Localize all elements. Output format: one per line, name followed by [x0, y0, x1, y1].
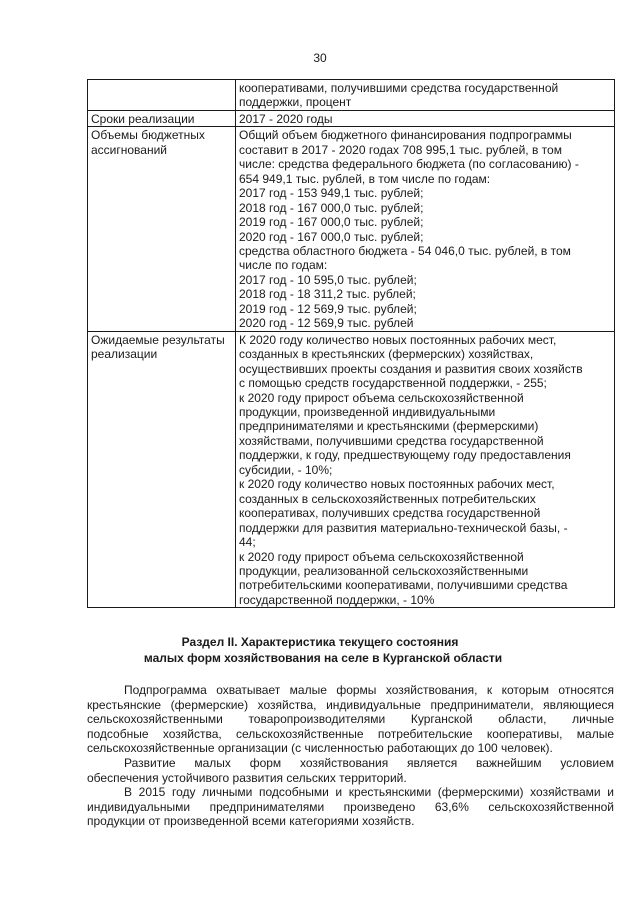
text-line: 2018 год - 18 311,2 тыс. рублей;: [239, 287, 416, 302]
text-line: продукции, реализованной сельскохозяйственными: [239, 563, 529, 578]
paragraph: [87, 756, 614, 785]
period-value: 2017 - 2020 годы: [236, 110, 615, 126]
results-value: [236, 331, 615, 608]
text-line: Подпрограмма охватывает малые формы хозяйствования, к которым относятся: [124, 683, 614, 697]
text-line: к 2020 году прирост объема сельскохозяйственной: [239, 390, 524, 405]
text-line: числе по годам:: [239, 258, 328, 273]
text-line: созданных в крестьянских (фермерских) хозяйствах,: [239, 347, 534, 362]
text-line: 654 949,1 тыс. рублей, в том числе по годам:: [239, 171, 491, 186]
body-text: [87, 683, 614, 829]
budget-value: [236, 127, 615, 331]
text-line: кооперативах, получивших средства государственной: [239, 506, 541, 521]
label-line: Ожидаемые результаты: [91, 332, 225, 347]
text-line: государственной поддержки, - 10%: [239, 592, 435, 607]
program-passport-table: [87, 79, 615, 608]
text-line: потребительскими кооперативами, получившими средства: [239, 578, 568, 593]
table-row-continuation: [88, 80, 615, 111]
text-line: 2020 год - 167 000,0 тыс. рублей;: [239, 229, 424, 244]
label-line: ассигнований: [91, 142, 168, 157]
text-line: индивидуальными предпринимателями произведено 63,6% сельскохозяйственной: [87, 799, 614, 814]
text-line: кооперативами, получившими средства государственной: [239, 81, 559, 95]
text-line: Общий объем бюджетного финансирования подпрограммы: [239, 128, 572, 143]
table-row-budget: [88, 127, 615, 331]
text-line: составит в 2017 - 2020 годах 708 995,1 тыс. рублей, в том: [239, 142, 562, 157]
text-line: 2019 год - 12 569,9 тыс. рублей;: [239, 301, 417, 316]
paragraph: [87, 683, 614, 756]
section-title-line: малых форм хозяйствования на селе в Курганской области: [143, 651, 503, 665]
continuation-value-cell: [236, 80, 615, 111]
text-line: сельскохозяйственными товаропроизводителями Курганской области, личные: [87, 712, 614, 727]
text-line: числе: средства федерального бюджета (по согласованию) -: [239, 157, 579, 172]
text-line: В 2015 году личными подсобными и крестьянскими (фермерскими) хозяйствами и: [124, 785, 614, 800]
text-line: крестьянские (фермерские) хозяйства, индивидуальные предприниматели, являющиеся: [87, 697, 614, 712]
text-line: продукции от произведенной всеми категориями хозяйств.: [87, 814, 415, 829]
text-line: субсидии, - 10%;: [239, 462, 333, 477]
text-line: поддержки, к году, предшествующему году предоставления: [239, 448, 571, 463]
text-line: с помощью средств государственной поддержки, - 255;: [239, 376, 547, 391]
label-line: реализации: [91, 347, 158, 362]
text-line: хозяйствами, получившими средства государственной: [239, 433, 544, 448]
text-line: обеспечения устойчивого развития сельских территорий.: [87, 770, 407, 785]
table-row-results: [88, 331, 615, 608]
period-label: Сроки реализации: [88, 110, 236, 126]
paragraph: [87, 785, 614, 829]
text-line: поддержки для развития материально-технической базы, -: [239, 520, 568, 535]
budget-label: [88, 127, 236, 331]
text-line: созданных в сельскохозяйственных потребительских: [239, 491, 536, 506]
text-line: 2019 год - 167 000,0 тыс. рублей;: [239, 215, 424, 230]
text-line: сельскохозяйственные организации (с численностью работающих до 100 человек).: [87, 741, 553, 756]
continuation-label-cell: [88, 80, 236, 111]
section-title-line: Раздел II. Характеристика текущего состояния: [181, 635, 459, 649]
results-label: [88, 331, 236, 608]
text-line: к 2020 году количество новых постоянных рабочих мест,: [239, 477, 555, 492]
label-line: Объемы бюджетных: [91, 128, 205, 143]
text-line: 2018 год - 167 000,0 тыс. рублей;: [239, 200, 424, 215]
text-line: поддержки, процент: [239, 95, 352, 110]
text-line: 2017 год - 153 949,1 тыс. рублей;: [239, 186, 424, 201]
text-line: К 2020 году количество новых постоянных рабочих мест,: [239, 332, 557, 347]
text-line: подсобные хозяйства, сельскохозяйственные потребительские кооперативы, малые: [87, 726, 614, 741]
page-number: 30: [313, 51, 327, 65]
text-line: осуществивших проекты создания и развития своих хозяйств: [239, 361, 583, 376]
text-line: к 2020 году прирост объема сельскохозяйственной: [239, 549, 524, 564]
text-line: предпринимателями и крестьянскими (фермерскими): [239, 419, 539, 434]
table-row-period: [88, 110, 615, 126]
text-line: 2017 год - 10 595,0 тыс. рублей;: [239, 272, 417, 287]
text-line: 2020 год - 12 569,9 тыс. рублей: [239, 316, 414, 331]
text-line: средства областного бюджета - 54 046,0 тыс. рублей, в том: [239, 243, 571, 258]
text-line: Развитие малых форм хозяйствования является важнейшим условием: [124, 755, 614, 770]
text-line: продукции, произведенной индивидуальными: [239, 404, 496, 419]
section-title: [0, 634, 640, 666]
text-line: 44;: [239, 535, 256, 550]
